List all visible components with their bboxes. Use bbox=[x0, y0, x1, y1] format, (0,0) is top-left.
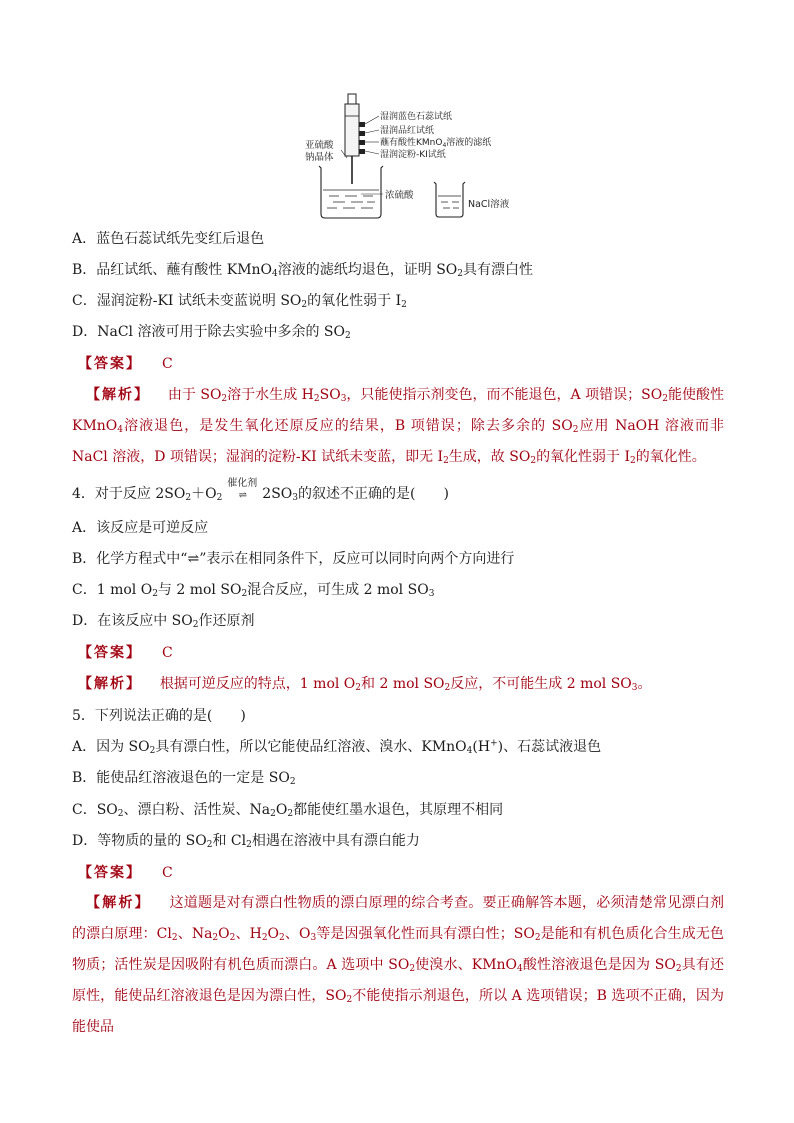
paper-strip-3 bbox=[359, 140, 365, 145]
paper-strip-2 bbox=[359, 131, 365, 136]
answer-tag: 【答案】 bbox=[78, 645, 142, 661]
analysis-tag: 【解析】 bbox=[86, 387, 151, 403]
reversible-arrow-icon: ⇌ bbox=[238, 490, 246, 501]
q5-option-d: D．等物质的量的 $SO_2$和 $Cl_2$相遇在溶液中具有漂白能力 bbox=[72, 833, 420, 850]
answer-value: C bbox=[162, 645, 173, 661]
q5-option-b: B．能使品红溶液退色的一定是 $SO_2$ bbox=[72, 770, 296, 787]
answer-value: C bbox=[162, 865, 173, 881]
syringe-plunger bbox=[348, 94, 356, 104]
label-kmno4: 蘸有酸性KMnO$_4$溶液的滤纸 bbox=[380, 138, 492, 149]
label-sulfite-2: 钠晶体 bbox=[305, 152, 334, 163]
answer-tag: 【答案】 bbox=[78, 865, 142, 881]
q3-analysis: 【解析】 由于 $SO_2$溶于水生成 $H_2SO_3$，只能使指示剂变色，而不能退色，A 项错误；$SO_2$能使酸性 KMnO$_4$溶液退色，是发生氧化还原反应的结果，B 项错误；除去多余的 $SO_2$应用 NaOH 溶液而非 NaCl 溶液，D 项错误；湿润的淀粉-KI 试纸未变蓝，即无 $I_2$生成，故 $SO_2$的氧化性弱于 $I_2$的氧化性。 bbox=[72, 387, 724, 466]
reversible-arrow-icon: ⇌ bbox=[187, 551, 200, 567]
label-litmus: 湿润蓝色石蕊试纸 bbox=[380, 112, 453, 122]
label-sulfite-1: 亚硫酸 bbox=[305, 140, 334, 151]
q4-option-a: A．该反应是可逆反应 bbox=[72, 520, 209, 536]
syringe-barrel bbox=[345, 104, 359, 156]
answer-tag: 【答案】 bbox=[78, 356, 142, 372]
main-beaker bbox=[319, 166, 383, 218]
nacl-beaker bbox=[434, 182, 465, 217]
label-starch-ki: 湿润淀粉-KI试纸 bbox=[380, 150, 446, 160]
q5-answer bbox=[78, 863, 738, 883]
label-acid: 浓硫酸 bbox=[385, 190, 414, 201]
q5-stem: 5．下列说法正确的是( ) bbox=[72, 708, 246, 724]
q3-option-d: D．NaCl 溶液可用于除去实验中多余的 $SO_2$ bbox=[72, 324, 351, 341]
q3-option-b: B．品红试纸、蘸有酸性 KMnO$_4$溶液的滤纸均退色，证明 $SO_2$具有漂白性 bbox=[72, 262, 534, 279]
label-nacl: NaCl溶液 bbox=[468, 199, 510, 210]
apparatus-figure bbox=[305, 92, 530, 222]
q3-answer bbox=[78, 354, 738, 374]
answer-value: C bbox=[162, 356, 173, 372]
analysis-tag: 【解析】 bbox=[78, 676, 142, 692]
q4-option-d: D．在该反应中 $SO_2$作还原剂 bbox=[72, 613, 255, 630]
q5-option-c: C．$SO_2$、漂白粉、活性炭、$Na_2O_2$都能使红墨水退色，其原理不相同 bbox=[72, 802, 504, 819]
label-magenta: 湿润品红试纸 bbox=[380, 126, 435, 136]
q4-option-c: C．1 mol $O_2$与 2 mol $SO_2$混合反应，可生成 2 mol $SO_3$ bbox=[72, 582, 435, 599]
q3-option-c: C．湿润淀粉-KI 试纸未变蓝说明 $SO_2$的氧化性弱于 $I_2$ bbox=[72, 293, 407, 310]
q5-analysis: 【解析】 这道题是对有漂白性物质的漂白原理的综合考查。要正确解答本题，必须清楚常见漂白剂的漂白原理：$Cl_2$、$Na_2O_2$、$H_2O_2$、$O_3$等是因强氧化性而具有漂白性；$SO_2$是能和有机色质化合生成无色物质；活性炭是因吸附有机色质而漂白。A 选项中 $SO_2$使溴水、KMnO$_4$酸性溶液退色是因为 $SO_2$具有还原性，能使品红溶液退色是因为漂白性，$SO_2$不能使指示剂退色，所以 A 选项错误；B 选项不正确，因为能使品 bbox=[72, 895, 724, 1035]
q3-option-a: A．蓝色石蕊试纸先变红后退色 bbox=[72, 231, 265, 247]
analysis-tag: 【解析】 bbox=[86, 895, 151, 911]
q4-answer bbox=[78, 643, 738, 663]
paper-strip-1 bbox=[359, 122, 365, 127]
q4-stem: 4．对于反应 $2SO_2+O_2$ 催化剂 ⇌ $2SO_3$的叙述不正确的是( ) bbox=[72, 484, 732, 506]
q5-option-a: A．因为 $SO_2$具有漂白性，所以它能使品红溶液、溴水、KMnO$_4$(H+)、石蕊试液退色 bbox=[72, 738, 602, 756]
paper-strip-4 bbox=[359, 149, 365, 154]
q4-option-b: B．化学方程式中“⇌”表示在相同条件下，反应可以同时向两个方向进行 bbox=[72, 551, 515, 567]
q4-analysis: 【解析】 根据可逆反应的特点，1 mol $O_2$和 2 mol $SO_2$反应，不可能生成 2 mol $SO_3$。 bbox=[78, 676, 652, 693]
reaction-condition: 催化剂 ⇌ bbox=[227, 478, 258, 501]
